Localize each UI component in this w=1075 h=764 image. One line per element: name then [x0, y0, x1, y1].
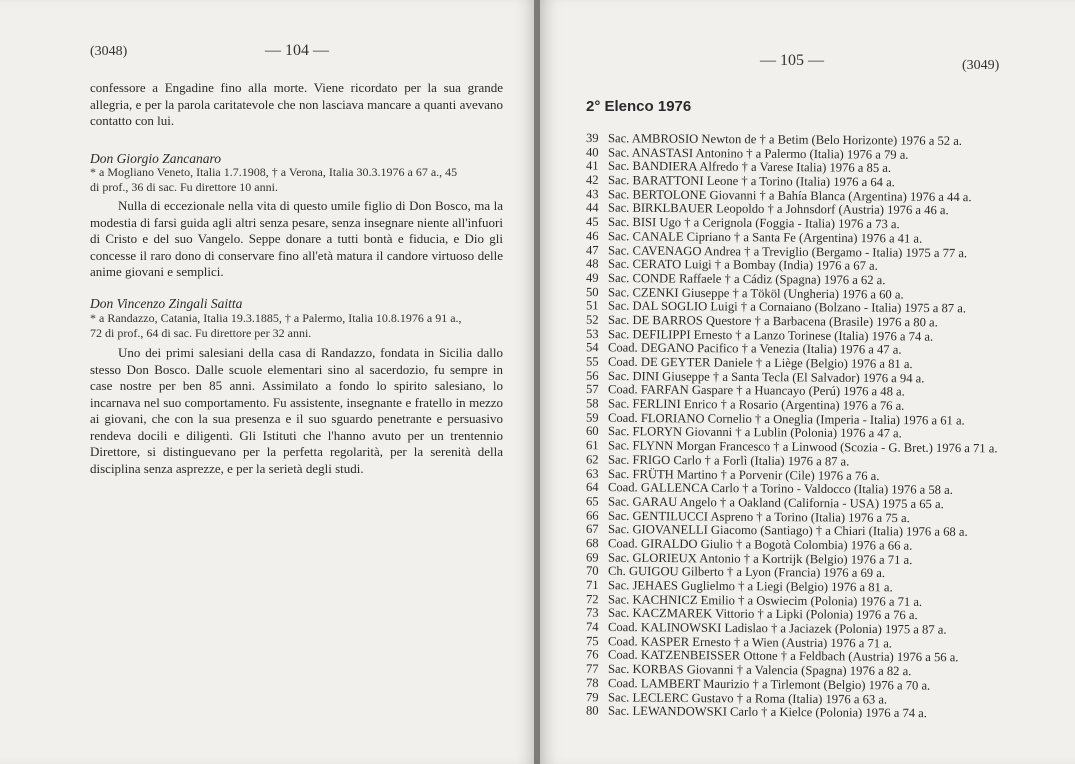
list-item-number: 71 — [585, 577, 599, 593]
entry-name: Don Vincenzo Zingali Saitta — [90, 296, 243, 311]
deceased-list — [585, 131, 998, 721]
list-item-number: 75 — [585, 633, 599, 648]
list-item-text: Sac. BISI Ugo † a Cerignola (Foggia - Italia) 1976 a 73 a. — [607, 214, 900, 232]
list-item-number: 73 — [585, 605, 599, 620]
list-item-text: Sac. BARATTONI Leone † a Torino (Italia) 1976 a 64 a. — [607, 173, 895, 190]
entry-bio-line: di prof., 36 di sac. Fu direttore 10 anni. — [90, 180, 278, 194]
list-item-text: Sac. FRÜTH Martino † a Porvenir (Cile) 1976 a 76 a. — [607, 466, 880, 483]
list-item-text: Sac. FRIGO Carlo † a Forlì (Italia) 1976 a 87 a. — [607, 452, 850, 469]
list-item-number: 80 — [585, 703, 599, 718]
right-page-number: — 105 — — [760, 52, 824, 69]
list-item-number: 53 — [585, 326, 599, 341]
list-item-text: Sac. BERTOLONE Giovanni † a Bahía Blanca (Argentina) 1976 a 44 a. — [607, 187, 972, 204]
entry-text: Nulla di eccezionale nella vita di questo umile figlio di Don Bosco, ma la modestia di farsi guida agli altri senza pesare, senza insegnare niente all'infuori di Cristo e del suo Vangelo. Seppe donare a tutti bontà e fiducia, e Dio gli concesse il raro dono di conservare fino all'età matura il candore virtuoso delle anime giovani e semplici. — [90, 198, 503, 279]
list-item-text: Sac. LECLERC Gustavo † a Roma (Italia) 1976 a 63 a. — [607, 689, 888, 707]
list-item-text: Sac. KACHNICZ Emilio † a Oswiecim (Polonia) 1976 a 71 a. — [607, 592, 923, 609]
list-item-text: Coad. DEGANO Pacifico † a Venezia (Italia) 1976 a 47 a. — [607, 340, 902, 357]
list-item-text: Sac. FLYNN Morgan Francesco † a Linwood (Scozia - G. Bret.) 1976 a 71 a. — [607, 438, 998, 456]
list-item-text: Coad. KASPER Ernesto † a Wien (Austria) 1976 a 71 a. — [607, 634, 893, 651]
list-item-number: 54 — [585, 340, 599, 355]
list-heading: 2° Elenco 1976 — [586, 98, 692, 115]
list-item-number: 63 — [585, 466, 599, 481]
list-item-number: 40 — [585, 144, 599, 160]
list-item-text: Coad. GIRALDO Giulio † a Bogotà Colombia) 1976 a 66 a. — [607, 536, 913, 553]
list-item-text: Coad. GALLENCA Carlo † a Torino - Valdocco (Italia) 1976 a 58 a. — [607, 480, 953, 498]
list-item-number: 41 — [585, 158, 599, 174]
list-item-number: 61 — [585, 438, 599, 453]
entry-text: Uno dei primi salesiani della casa di Randazzo, fondata in Sicilia dallo stesso Don Bosco. Dalle scuole elementari sino al sacerdozio, fu sempre in case nostre per ben 85 anni. Assimilato a fondo lo spirito salesiano, lo incarnava nel suo comportamento. Fu assistente, insegnante e fratello in mezzo ai giovani, che con la sua presenza e il suo sguardo penetrante e persuasivo rendeva docili e diligenti. Gli Istituti che l'hanno avuto per un trentennio Direttore, si distinguevano per la perfetta regolarità, per la serenità della disciplina senza asprezze, e per la serietà degli studi. — [90, 345, 503, 476]
list-item-number: 66 — [585, 508, 599, 523]
list-item-number: 51 — [585, 298, 599, 313]
list-item-number: 56 — [585, 368, 599, 383]
list-item-number: 44 — [585, 200, 599, 215]
left-page-number: — 104 — — [265, 42, 329, 59]
list-item-text: Coad. LAMBERT Maurizio † a Tirlemont (Belgio) 1976 a 70 a. — [607, 675, 931, 693]
list-item-text: Sac. LEWANDOWSKI Carlo † a Kielce (Polonia) 1976 a 74 a. — [607, 703, 928, 721]
list-item-number: 72 — [585, 591, 599, 607]
list-item-text: Sac. JEHAES Guglielmo † a Liegi (Belgio) 1976 a 81 a. — [607, 578, 893, 595]
list-item-number: 59 — [585, 410, 599, 425]
list-item-number: 68 — [585, 536, 599, 551]
list-item-text: Sac. AMBROSIO Newton de † a Betim (Belo Horizonte) 1976 a 52 a. — [607, 131, 963, 148]
list-item-text: Coad. FLORIANO Cornelio † a Oneglia (Imperia - Italia) 1976 a 61 a. — [607, 410, 965, 428]
list-item-text: Sac. DEFILIPPI Ernesto † a Lanzo Torinese (Italia) 1976 a 74 a. — [607, 326, 934, 344]
list-item-text: Sac. KACZMAREK Vittorio † a Lipki (Polonia) 1976 a 76 a. — [607, 606, 918, 623]
list-item-number: 52 — [585, 312, 599, 327]
list-item-number: 46 — [585, 228, 599, 243]
list-item-text: Sac. CONDE Raffaele † a Cádiz (Spagna) 1976 a 62 a. — [607, 270, 886, 288]
list-item-number: 49 — [585, 270, 599, 285]
list-item-number: 50 — [585, 284, 599, 299]
entry-name: Don Giorgio Zancanaro — [90, 151, 222, 166]
list-item-number: 58 — [585, 396, 599, 411]
entry-bio — [90, 311, 510, 341]
list-item-text: Coad. FARFAN Gaspare † a Huancayo (Perú) 1976 a 48 a. — [607, 382, 905, 399]
list-item-text: Coad. KATZENBEISSER Ottone † a Feldbach (Austria) 1976 a 56 a. — [607, 647, 959, 665]
list-item-number: 74 — [585, 619, 599, 634]
list-item-number: 42 — [585, 172, 599, 188]
list-item-number: 76 — [585, 647, 599, 662]
entry-bio-line: * a Randazzo, Catania, Italia 19.3.1885, † a Palermo, Italia 10.8.1976 a 91 a., — [90, 311, 462, 325]
list-item-number: 47 — [585, 242, 599, 257]
list-item-number: 48 — [585, 256, 599, 271]
list-item-text: Sac. GENTILUCCI Aspreno † a Torino (Italia) 1976 a 75 a. — [607, 508, 910, 525]
list-item-number: 64 — [585, 480, 599, 495]
entry-bio — [90, 165, 510, 195]
list-item-text: Sac. DINI Giuseppe † a Santa Tecla (El Salvador) 1976 a 94 a. — [607, 368, 925, 386]
list-item-number: 62 — [585, 452, 599, 467]
list-item-text: Sac. CAVENAGO Andrea † a Treviglio (Bergamo - Italia) 1975 a 77 a. — [607, 242, 968, 260]
list-item-text: Sac. DAL SOGLIO Luigi † a Cornaiano (Bolzano - Italia) 1975 a 87 a. — [607, 298, 967, 316]
list-item-text: Coad. KALINOWSKI Ladislao † a Jaciazek (Polonia) 1975 a 87 a. — [607, 620, 947, 637]
list-item-text: Sac. CZENKI Giuseppe † a Tököl (Ungheria) 1976 a 60 a. — [607, 284, 904, 302]
list-item-text: Sac. FERLINI Enrico † a Rosario (Argentina) 1976 a 76 a. — [607, 396, 905, 413]
list-item-number: 45 — [585, 214, 599, 229]
list-item-text: Sac. GLORIEUX Antonio † a Kortrijk (Belgio) 1976 a 71 a. — [607, 550, 913, 567]
list-item-number: 57 — [585, 382, 599, 397]
list-item-number: 77 — [585, 661, 599, 676]
list-item-number: 55 — [585, 354, 599, 369]
list-item-number: 43 — [585, 186, 599, 201]
list-item-text: Sac. CANALE Cipriano † a Santa Fe (Argentina) 1976 a 41 a. — [607, 228, 923, 246]
list-item-number: 67 — [585, 522, 599, 537]
entry-bio-line: * a Mogliano Veneto, Italia 1.7.1908, † a Verona, Italia 30.3.1976 a 67 a., 45 — [90, 165, 458, 179]
list-item-text: Coad. DE GEYTER Daniele † a Liège (Belgio) 1976 a 81 a. — [607, 354, 913, 372]
list-item-number: 60 — [585, 424, 599, 439]
left-intro-paragraph: confessore a Engadine fino alla morte. Viene ricordato per la sua grande allegria, e per la parola caritatevole che non lasciava mancare a quanti avevano contatto con lui. — [90, 80, 503, 128]
list-item-number: 65 — [585, 494, 599, 509]
list-item-text: Sac. BIRKLBAUER Leopoldo † a Johnsdorf (Austria) 1976 a 46 a. — [607, 201, 949, 218]
list-item-text: Sac. FLORYN Giovanni † a Lublin (Polonia) 1976 a 47 a. — [607, 424, 902, 441]
list-item-text: Sac. KORBAS Giovanni † a Valencia (Spagna) 1976 a 82 a. — [607, 661, 912, 679]
list-item-text: Sac. CERATO Luigi † a Bombay (India) 1976 a 67 a. — [607, 256, 878, 273]
right-page-ref: (3049) — [962, 58, 1000, 73]
list-item-number: 39 — [585, 131, 599, 146]
list-item-number: 69 — [585, 550, 599, 565]
list-item-text: Sac. ANASTASI Antonino † a Palermo (Italia) 1976 a 79 a. — [607, 145, 909, 162]
list-item-number: 78 — [585, 675, 599, 690]
list-item-text: Ch. GUIGOU Gilberto † a Lyon (Francia) 1976 a 69 a. — [607, 564, 886, 581]
list-item-number: 70 — [585, 563, 599, 579]
list-item-text: Sac. DE BARROS Questore † a Barbacena (Brasile) 1976 a 80 a. — [607, 312, 938, 330]
list-item-text: Sac. GARAU Angelo † a Oakland (California - USA) 1975 a 65 a. — [607, 494, 944, 511]
list-item-text: Sac. BANDIERA Alfredo † a Varese Italia) 1976 a 85 a. — [607, 159, 892, 176]
entry-bio-line: 72 di prof., 64 di sac. Fu direttore per 32 anni. — [90, 326, 312, 340]
left-page-ref: (3048) — [90, 44, 128, 59]
list-item-number: 79 — [585, 689, 599, 704]
list-item-text: Sac. GIOVANELLI Giacomo (Santiago) † a Chiari (Italia) 1976 a 68 a. — [607, 522, 968, 540]
